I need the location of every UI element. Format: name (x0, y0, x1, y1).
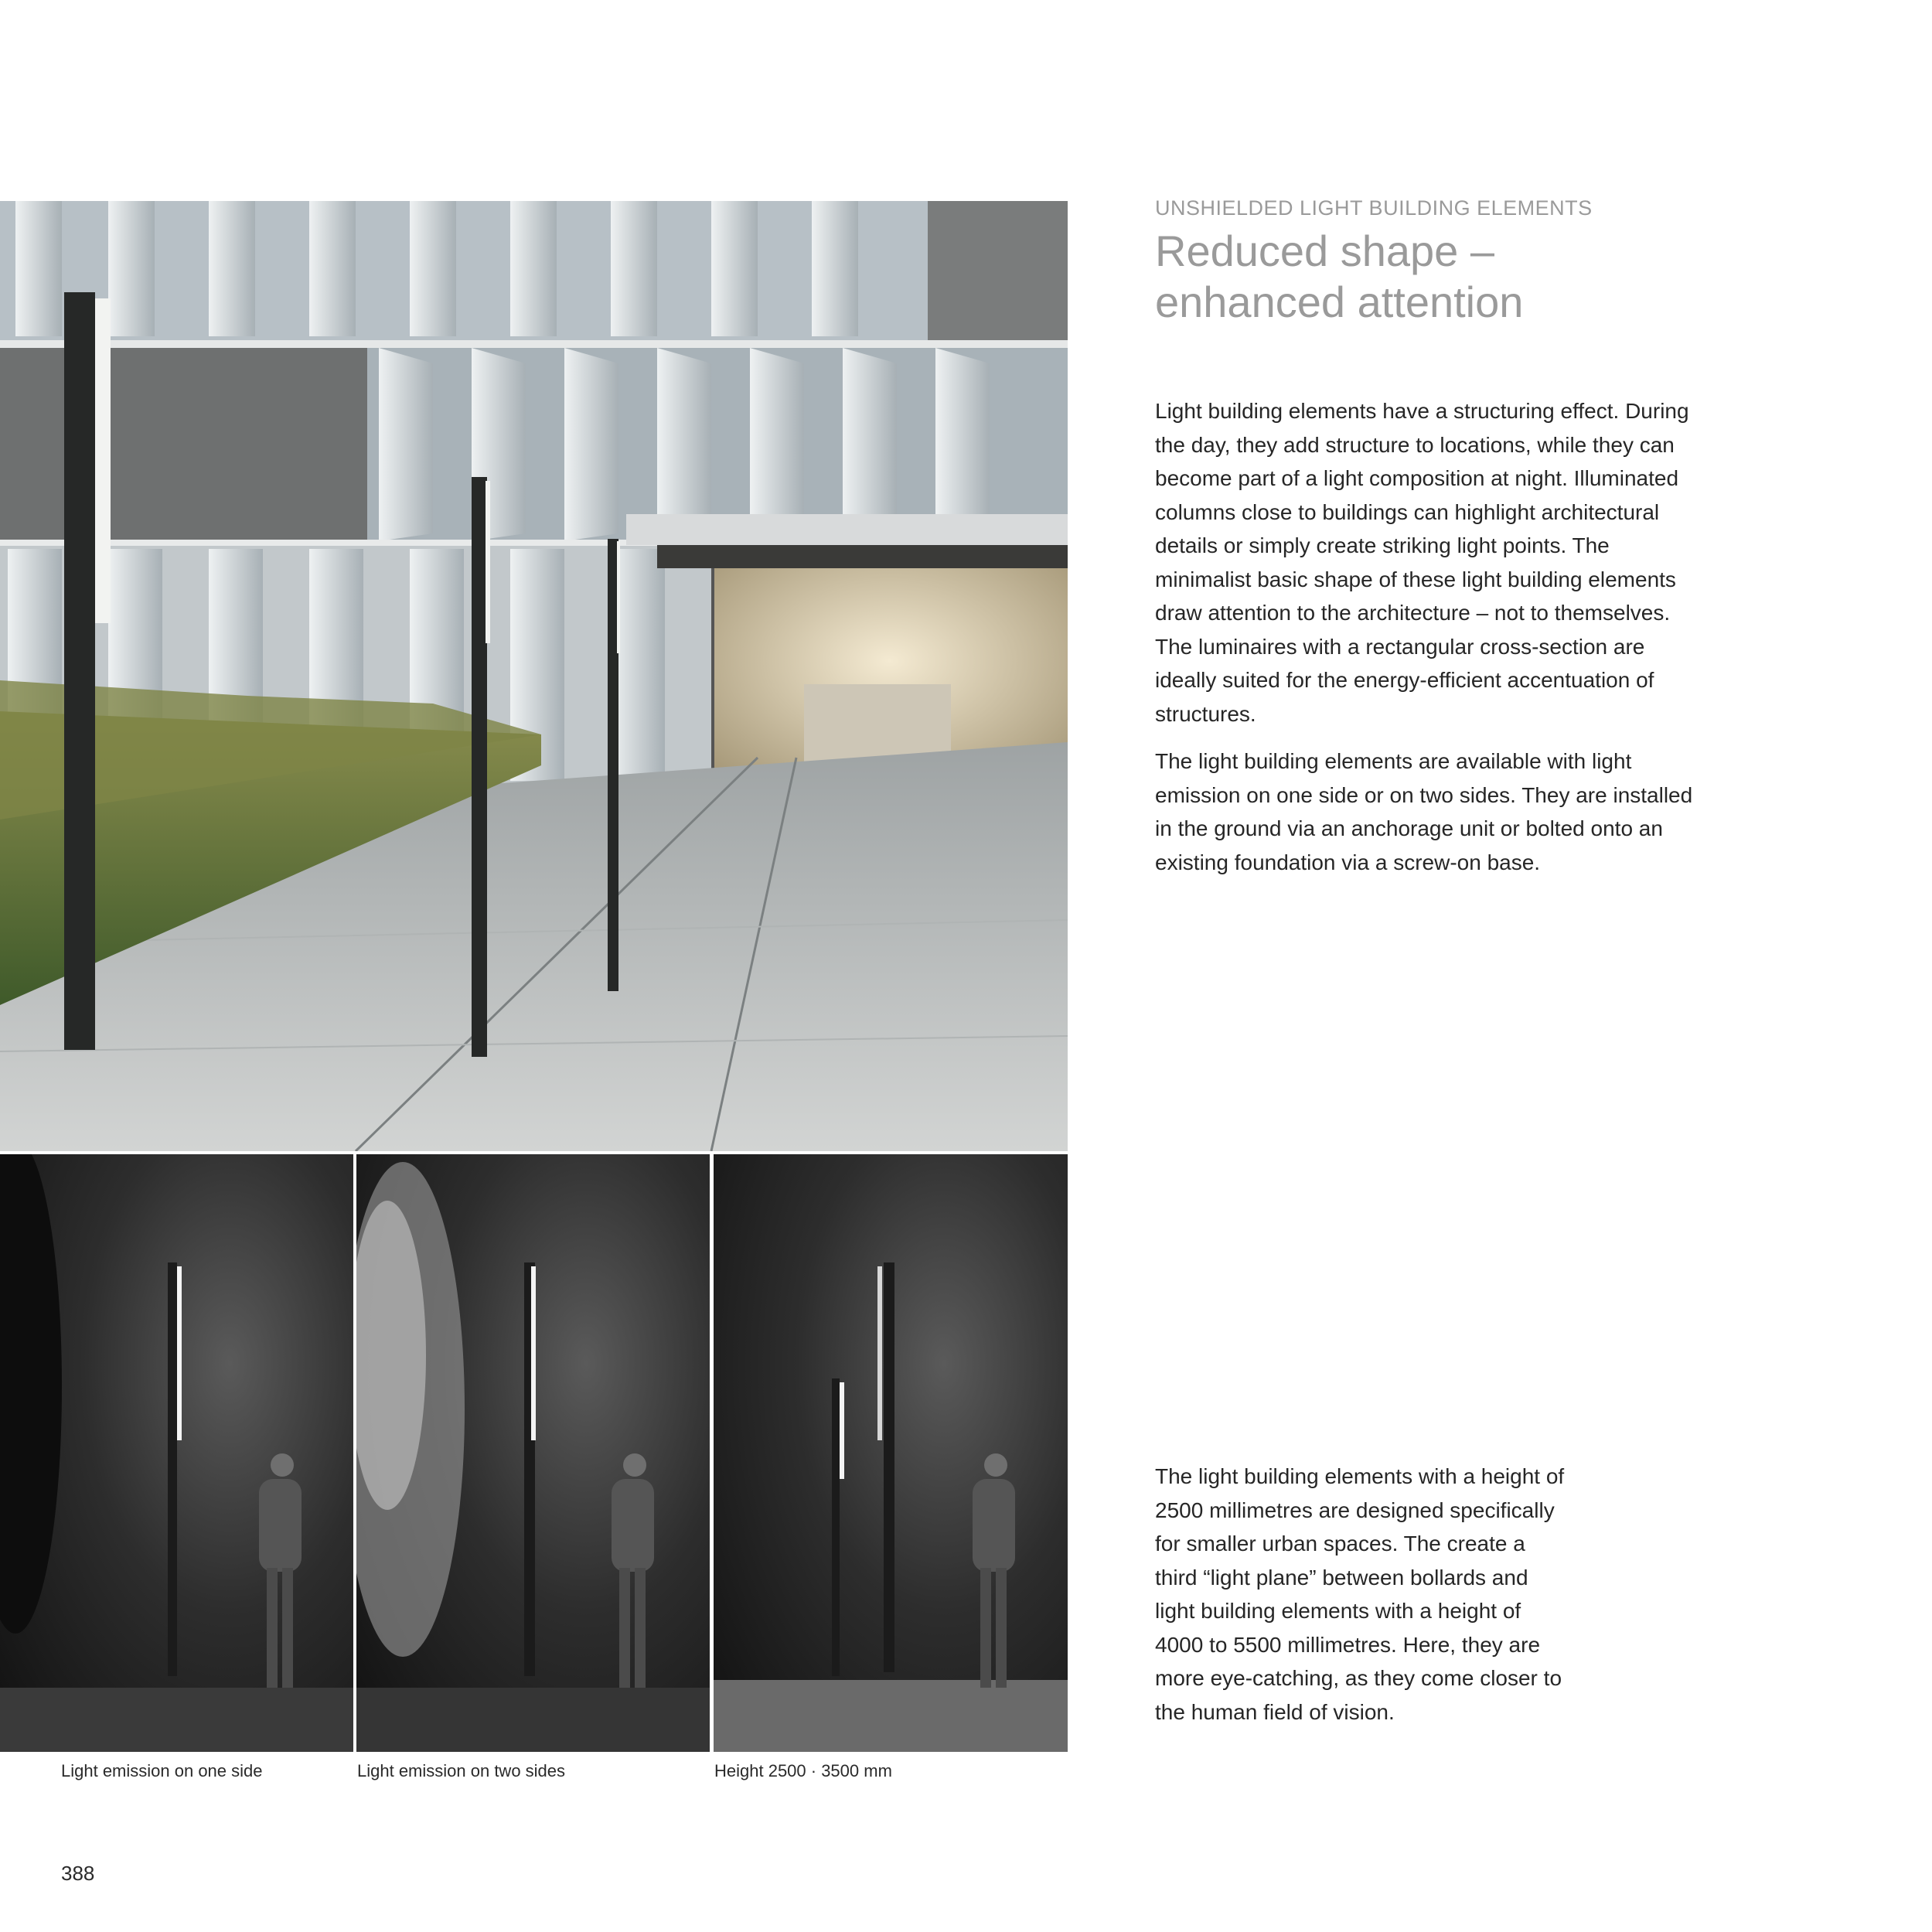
photo-light-emission-one-side (0, 1154, 353, 1752)
caption-height: Height 2500 · 3500 mm (714, 1761, 892, 1780)
body-paragraph-2: The light building elements are available with light emission on one side or on two sides. They are installed in the ground via an anchorage unit or bolted onto an existing foundation via a screw-on base. (1155, 749, 1693, 874)
photo-height-comparison (714, 1154, 1068, 1752)
body-paragraph-1: Light building elements have a structuring effect. During the day, they add structure to locations, while they can become part of a light composition at night. Illuminated columns close to buildings can highlight architectural details or simply create striking light points. The minimalist basic shape of these light building elements draw attention to the architecture – not to themselves. The luminaires with a rectangular cross-section are ideally suited for the energy-efficient accentuation of structures. (1155, 399, 1689, 726)
photo-light-emission-two-sides (356, 1154, 710, 1752)
one-side-illustration (0, 1154, 353, 1752)
page-number: 388 (61, 1862, 95, 1885)
two-sides-illustration (356, 1154, 710, 1752)
caption-one-side: Light emission on one side (61, 1761, 263, 1780)
body-paragraph-3: The light building elements with a height of 2500 millimetres are designed specifically for smaller urban spaces. The create a third “light plane” between bollards and light building elements with a height of 4000 to 5500 millimetres. Here, they are more eye-catching, as they come closer to the human field of vision. (1155, 1464, 1565, 1724)
height-comparison-illustration (714, 1154, 1068, 1752)
page-title (1155, 226, 1743, 328)
hero-photo-building-entrance (0, 201, 1068, 1151)
title-line-1: Reduced shape – (1155, 227, 1495, 275)
title-line-2: enhanced attention (1155, 278, 1524, 326)
caption-two-sides: Light emission on two sides (357, 1761, 566, 1780)
building-entrance-illustration (0, 201, 1068, 1151)
section-kicker: UNSHIELDED LIGHT BUILDING ELEMENTS (1155, 196, 1593, 220)
